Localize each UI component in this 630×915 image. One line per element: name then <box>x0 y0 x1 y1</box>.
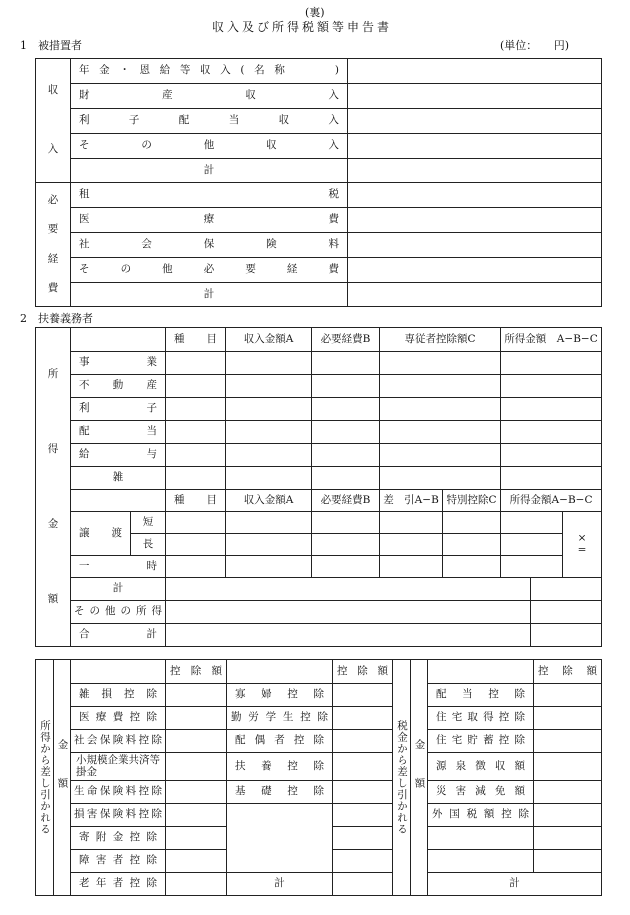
right-kingaku-label: 金額 <box>411 660 428 896</box>
income-type-label: 利子 <box>71 398 166 421</box>
income-value-cell[interactable] <box>348 134 602 159</box>
deduction-label: 生命保険料控除 <box>71 781 166 804</box>
section1-heading: 1 被措置者 <box>20 39 82 52</box>
ichiji-label: 一時 <box>71 556 166 578</box>
income-total-label: 計 <box>71 159 348 183</box>
deduction-label: 障害者控除 <box>71 850 166 873</box>
income-value-cell[interactable] <box>348 109 602 134</box>
section3-table <box>35 659 602 896</box>
form-title: 収入及び所得税額等申告書 <box>212 20 393 34</box>
tax-deduction-label: 住宅貯蓄控除 <box>428 730 534 753</box>
deduction-label: 扶養控除 <box>227 753 333 781</box>
expense-total-cell[interactable] <box>348 283 602 307</box>
expense-side-label: 必 要 経 費 <box>36 183 71 307</box>
income-row-label: 利子配当収入 <box>71 109 348 134</box>
ura-label: (裏) <box>305 6 325 19</box>
expense-row-label: 社会保険料 <box>71 233 348 258</box>
deduction-label: 基礎控除 <box>227 781 333 804</box>
tax-deduction-label: 源泉徴収額 <box>428 753 534 781</box>
col-header: 専従者控除額C <box>380 328 501 352</box>
income-value-cell[interactable] <box>348 84 602 109</box>
shotoku-side-label: 所 得 金 額 <box>36 328 71 647</box>
income-type-label: 給与 <box>71 444 166 467</box>
income-type-label: 不動産 <box>71 375 166 398</box>
section2-table <box>35 327 602 647</box>
deduction-label: 勤労学生控除 <box>227 707 333 730</box>
col-header: 種 目 <box>166 328 226 352</box>
expense-value-cell[interactable] <box>348 233 602 258</box>
deduction-label: 損害保険料控除 <box>71 804 166 827</box>
tax-deduction-label: 配当控除 <box>428 684 534 707</box>
deduction-label: 配偶者控除 <box>227 730 333 753</box>
col-header: 収入金額A <box>226 490 312 512</box>
income-type-label: 配当 <box>71 421 166 444</box>
left-kingaku-label: 金額 <box>54 660 71 896</box>
col3-total-label: 計 <box>428 873 602 896</box>
col-header: 所得金額A−B−C <box>501 490 602 512</box>
income-value-cell[interactable] <box>348 59 602 84</box>
income-row-label: その他収入 <box>71 134 348 159</box>
joto-label: 譲渡 <box>71 512 131 556</box>
expense-total-label: 計 <box>71 283 348 307</box>
expense-row-label: 租税 <box>71 183 348 208</box>
income-row-label: 年金・恩給等収入(名称 ) <box>71 59 348 84</box>
income-row-label: 財産収入 <box>71 84 348 109</box>
tax-deduction-label: 災害減免額 <box>428 781 534 804</box>
col-header: 必要経費B <box>312 490 380 512</box>
tanki-label: 短 <box>131 512 166 534</box>
deduction-label: 医療費控除 <box>71 707 166 730</box>
income-type-label: 事業 <box>71 352 166 375</box>
col-header: 種 目 <box>166 490 226 512</box>
col-header: 控除額 <box>534 660 602 684</box>
expense-value-cell[interactable] <box>348 208 602 233</box>
income-type-label: 雑 <box>71 467 166 490</box>
sonota-label: その他の所得 <box>71 601 166 624</box>
choki-label: 長 <box>131 534 166 556</box>
expense-row-label: その他必要経費 <box>71 258 348 283</box>
income-side-label: 収 入 <box>36 59 71 183</box>
deduction-label: 寄附金控除 <box>71 827 166 850</box>
right-side-label: 税金から差し引かれる <box>393 660 411 896</box>
col-header: 特別控除C <box>443 490 501 512</box>
deduction-label: 小規模企業共済等掛金 <box>71 753 166 781</box>
unit-label: (単位： 円) <box>500 39 570 52</box>
col-header: 必要経費B <box>312 328 380 352</box>
tax-deduction-label: 住宅取得控除 <box>428 707 534 730</box>
col2-total-label: 計 <box>227 873 333 896</box>
col-header: 控除額 <box>166 660 227 684</box>
deduction-label: 雑損控除 <box>71 684 166 707</box>
expense-value-cell[interactable] <box>348 183 602 208</box>
kei-label: 計 <box>71 578 166 601</box>
section2-heading: 2 扶養義務者 <box>20 312 93 325</box>
deduction-label: 老年者控除 <box>71 873 166 896</box>
tax-deduction-label: 外国税額控除 <box>428 804 534 827</box>
income-total-cell[interactable] <box>348 159 602 183</box>
expense-value-cell[interactable] <box>348 258 602 283</box>
col-header: 収入金額A <box>226 328 312 352</box>
gokei-label: 合計 <box>71 624 166 647</box>
deduction-label: 寡婦控除 <box>227 684 333 707</box>
col-header: 所得金額 A−B−C <box>501 328 602 352</box>
formula-mark: × = <box>563 512 602 578</box>
expense-row-label: 医療費 <box>71 208 348 233</box>
col-header: 差 引A−B <box>380 490 443 512</box>
col-header: 控除額 <box>333 660 393 684</box>
deduction-label: 社会保険料控除 <box>71 730 166 753</box>
left-side-label: 所得から差し引かれる <box>36 660 54 896</box>
section1-table <box>35 58 602 307</box>
